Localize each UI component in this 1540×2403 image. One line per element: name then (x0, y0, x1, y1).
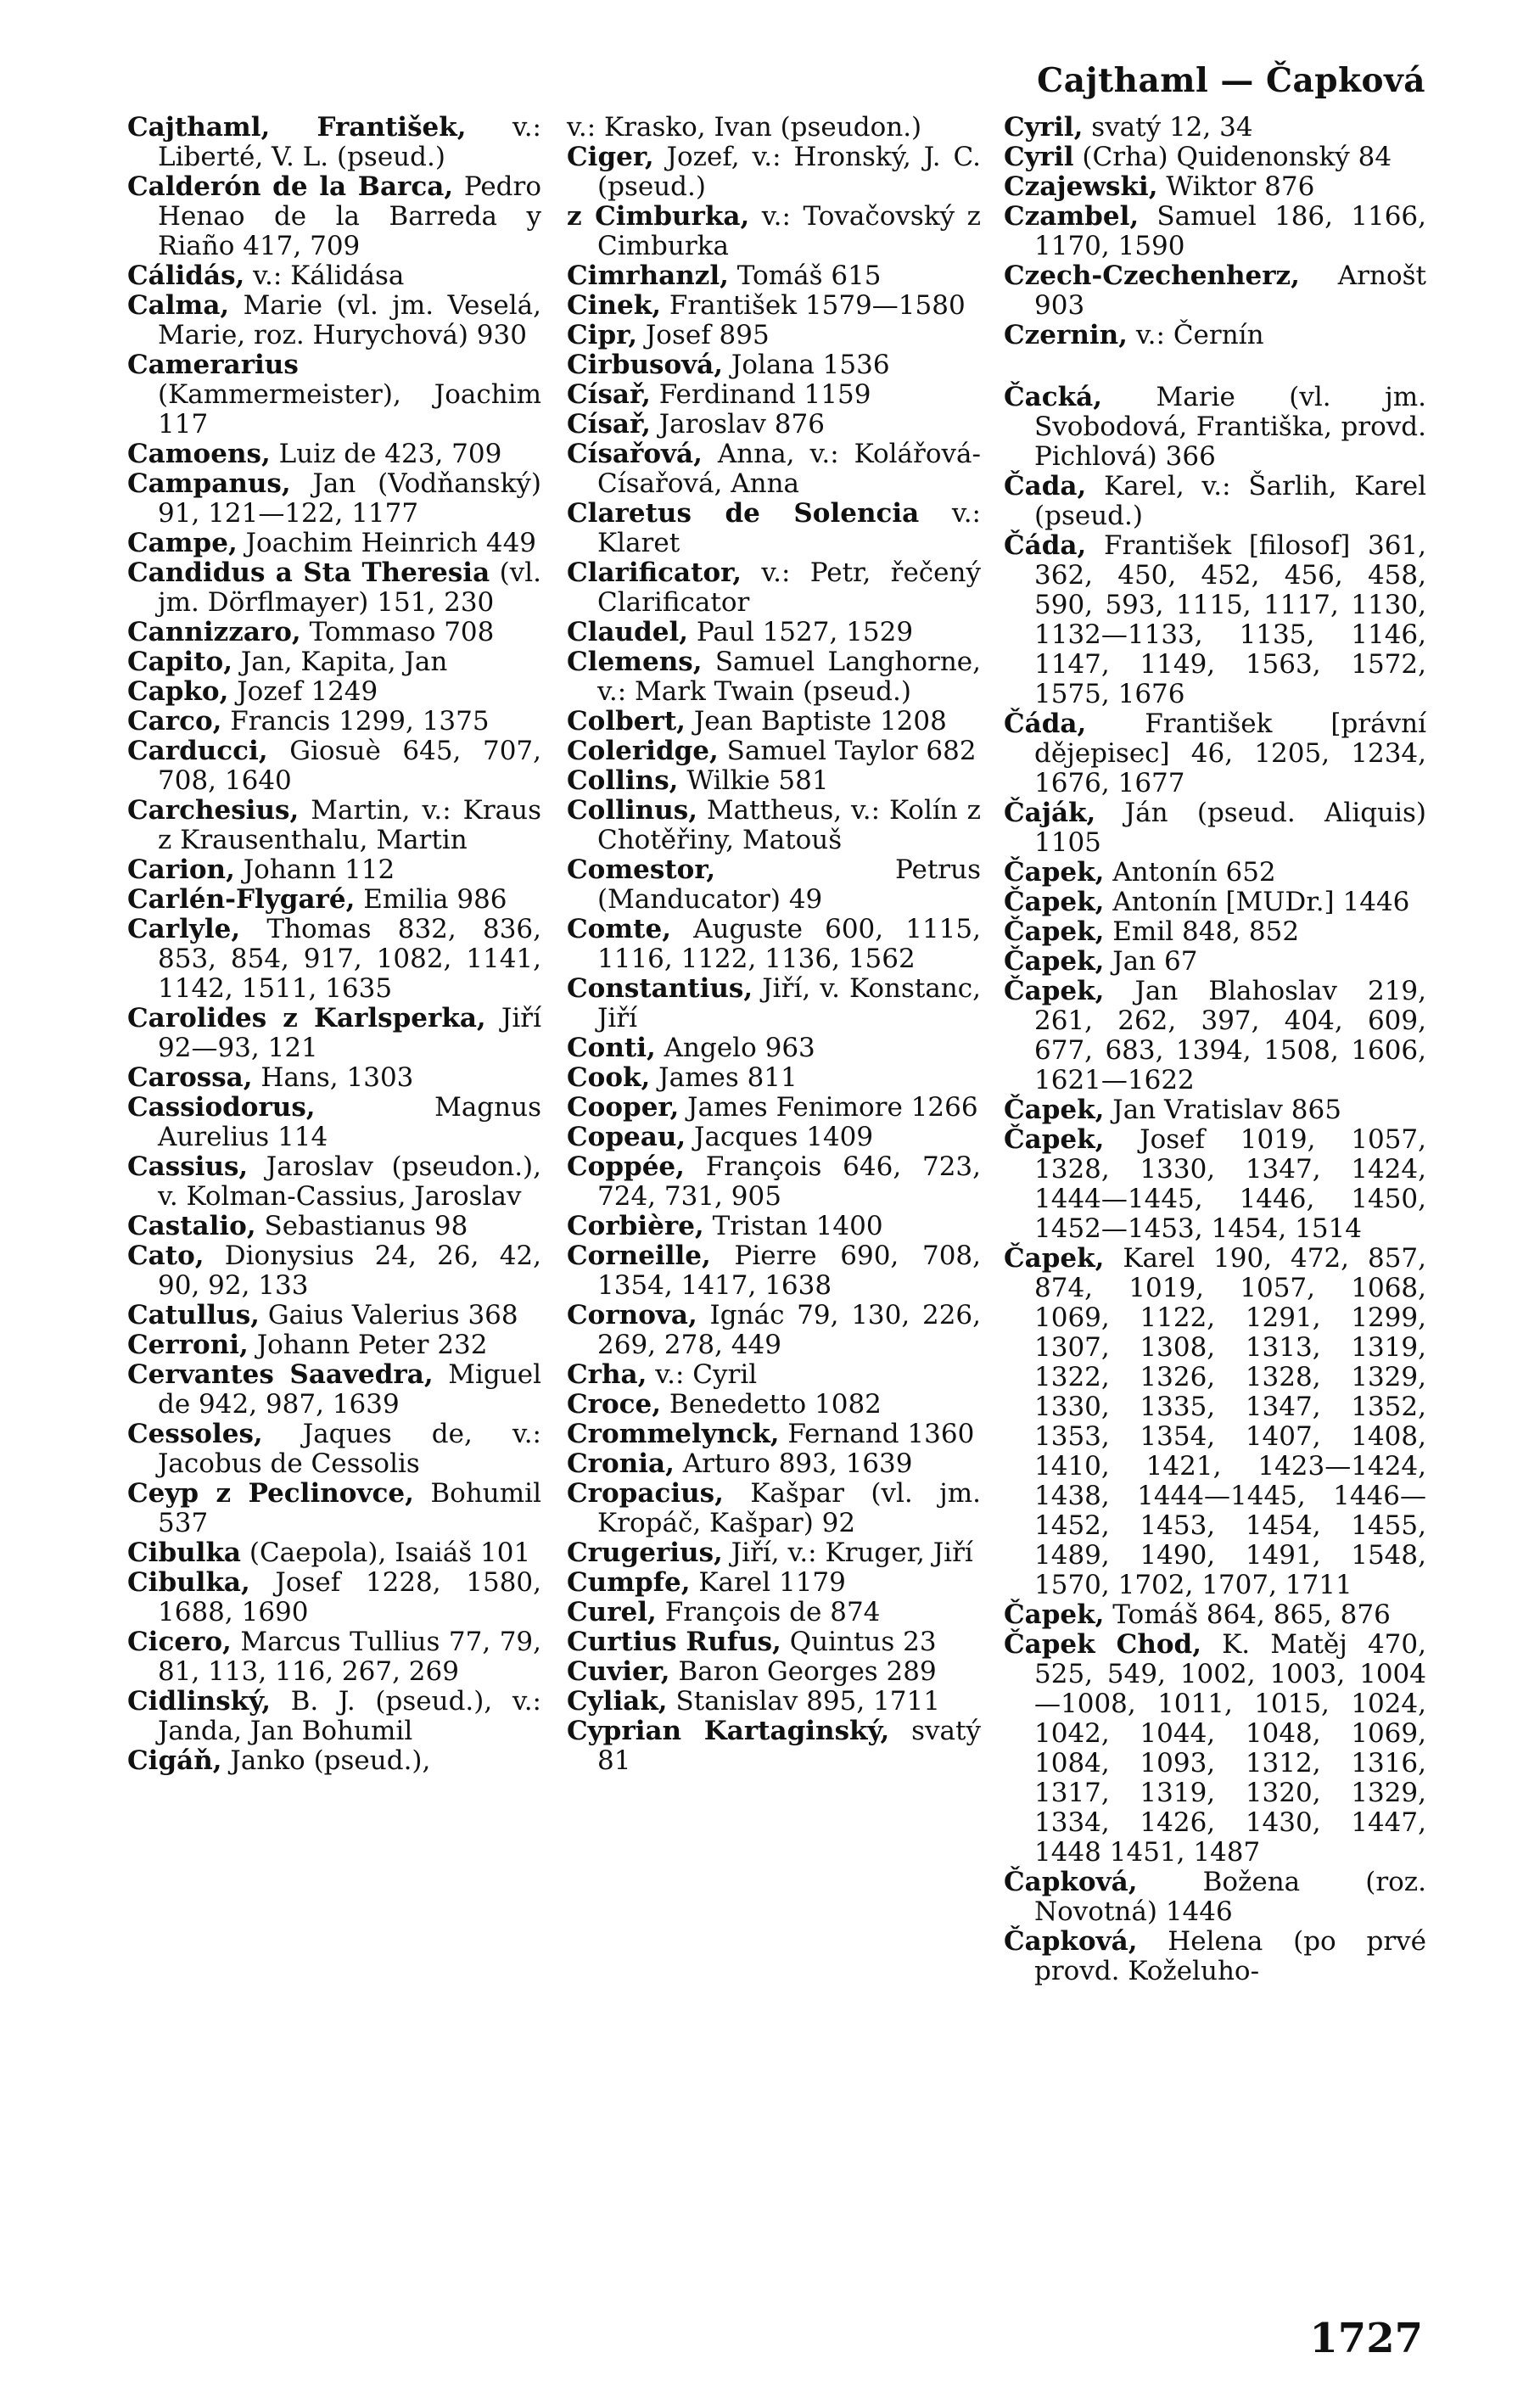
entry-headword: Cannizzaro, (127, 617, 301, 647)
entry-headword: Cicero, (127, 1627, 232, 1657)
entry-headword: Cooper, (567, 1092, 680, 1123)
entry-text: Josef 1228, 1580, 1688, 1690 (158, 1567, 541, 1627)
entry-text: Tristan 1400 (703, 1211, 883, 1241)
running-header: Cajthaml — Čapková (1037, 61, 1425, 100)
index-entry (567, 1598, 981, 1627)
entry-headword: Cajthaml, František, (127, 112, 467, 143)
entry-text: František [filosof] 361, 362, 450, 452, 456, 458, 590, 593, 1115, 1117, 1130, 1132—1133, 1135, 1146, 1147, 1149, 1563, 1572, 1575, 1676 (1034, 530, 1426, 709)
entry-headword: Claretus de Solencia (567, 498, 920, 529)
index-entry (1004, 917, 1426, 947)
index-entry (127, 261, 541, 291)
entry-text: Josef 1019, 1057, 1328, 1330, 1347, 1424, 1444—1445, 1446, 1450, 1452—1453, 1454, 1514 (1034, 1124, 1426, 1244)
index-entry (1004, 977, 1426, 1095)
entry-text: Benedetto 1082 (661, 1389, 882, 1420)
entry-text: Josef 895 (637, 320, 770, 350)
entry-text: Janko (pseud.), (221, 1745, 431, 1776)
entry-text: Giosuè 645, 707, 708, 1640 (158, 736, 541, 796)
index-entry (567, 737, 981, 766)
entry-headword: Čapek, (1004, 857, 1105, 888)
entry-headword: Cibulka, (127, 1567, 250, 1598)
index-entry (567, 1420, 981, 1449)
entry-headword: Carolides z Karlsperka, (127, 1003, 486, 1033)
entry-text: Martin, v.: Kraus z Krausenthalu, Martin (158, 795, 541, 855)
index-entry (567, 1390, 981, 1420)
entry-headword: Constantius, (567, 973, 753, 1004)
entry-text: Fernand 1360 (779, 1419, 975, 1449)
entry-text: Jiří, v.: Kruger, Jiří (722, 1538, 973, 1568)
entry-text: Samuel 186, 1166, 1170, 1590 (1034, 201, 1426, 261)
entry-text: Jaques de, v.: Jacobus de Cessolis (158, 1419, 541, 1479)
entry-headword: Císařová, (567, 439, 703, 469)
entry-text: Dionysius 24, 26, 42, 90, 92, 133 (158, 1241, 541, 1301)
entry-text: Ignác 79, 130, 226, 269, 278, 449 (597, 1300, 981, 1360)
entry-headword: Čapek, (1004, 1095, 1105, 1125)
index-entry (127, 647, 541, 677)
entry-text: Jaroslav (pseudon.), v. Kolman-Cassius, Jaroslav (158, 1151, 541, 1212)
entry-headword: Cerroni, (127, 1330, 249, 1360)
index-entry (127, 796, 541, 855)
index-entry (567, 113, 981, 143)
index-entry (127, 1420, 541, 1479)
index-entry (1004, 947, 1426, 977)
entry-text: Johann Peter 232 (248, 1330, 488, 1360)
index-entry (567, 707, 981, 737)
index-entry (1004, 113, 1426, 143)
index-entry (127, 707, 541, 737)
entry-text: (Crha) Quidenonský 84 (1073, 142, 1392, 172)
index-entry (1004, 531, 1426, 709)
entry-headword: Cyril (1004, 142, 1074, 172)
entry-text: Hans, 1303 (252, 1062, 414, 1093)
page-number: 1727 (1309, 2315, 1423, 2362)
index-entry (1004, 383, 1426, 472)
entry-headword: Cook, (567, 1062, 651, 1093)
entry-headword: Curtius Rufus, (567, 1627, 781, 1657)
index-entry (127, 677, 541, 707)
entry-text: Jan, Kapita, Jan (232, 647, 448, 677)
entry-headword: Comestor, (567, 854, 716, 885)
entry-text: Karel, v.: Šarlih, Karel (pseud.) (1034, 471, 1426, 531)
index-entry (567, 796, 981, 855)
index-entry (567, 974, 981, 1033)
entry-text: Stanislav 895, 1711 (667, 1686, 940, 1717)
entry-headword: Cyliak, (567, 1686, 668, 1717)
entry-headword: Clarificator, (567, 557, 742, 588)
index-entry (567, 1093, 981, 1123)
entry-headword: Croce, (567, 1389, 662, 1420)
index-entry (567, 1033, 981, 1063)
entry-text: François de 874 (656, 1597, 881, 1627)
entry-text: Marcus Tullius 77, 79, 81, 113, 116, 267, 269 (158, 1627, 541, 1687)
entry-text: Helena (po prvé provd. Koželuho- (1034, 1926, 1426, 1986)
index-entry (1004, 1125, 1426, 1244)
entry-headword: Collinus, (567, 795, 698, 826)
entry-text: Jozef, v.: Hronský, J. C. (pseud.) (597, 142, 981, 202)
entry-headword: Collins, (567, 765, 679, 796)
entry-text: Sebastianus 98 (255, 1211, 468, 1241)
entry-headword: Crugerius, (567, 1538, 723, 1568)
entry-text: Jolana 1536 (723, 350, 890, 380)
index-entry (1004, 1630, 1426, 1868)
index-entry (127, 1004, 541, 1063)
entry-text: Magnus Aurelius 114 (158, 1092, 541, 1152)
index-entry (1004, 321, 1426, 350)
index-entry (127, 1301, 541, 1330)
entry-text: Marie (vl. jm. Svobodová, Františka, provd. Pichlová) 366 (1034, 382, 1426, 472)
index-entry (567, 1449, 981, 1479)
entry-text: Jan (Vodňanský) 91, 121—122, 1177 (158, 468, 541, 529)
entry-text: Tomáš 615 (728, 260, 882, 291)
entry-text: (Caepola), Isaiáš 101 (241, 1538, 531, 1568)
entry-headword: Cronia, (567, 1448, 675, 1479)
entry-headword: Čáda, (1004, 709, 1087, 739)
entry-text: Jacques 1409 (686, 1122, 874, 1152)
entry-headword: Cirbusová, (567, 350, 724, 380)
entry-headword: Čapková, (1004, 1926, 1138, 1957)
entry-text: Emil 848, 852 (1104, 916, 1300, 947)
index-entry (127, 1479, 541, 1538)
entry-headword: Čapek, (1004, 1243, 1105, 1274)
index-entry (127, 1212, 541, 1241)
entry-headword: Claudel, (567, 617, 689, 647)
index-entry (567, 1241, 981, 1301)
entry-headword: Cyril, (1004, 112, 1084, 143)
entry-headword: Coppée, (567, 1151, 685, 1182)
index-entry (567, 647, 981, 707)
entry-text: François 646, 723, 724, 731, 905 (597, 1151, 981, 1212)
index-entry (567, 1152, 981, 1212)
index-entry (127, 855, 541, 885)
entry-headword: Cibulka (127, 1538, 242, 1568)
entry-text: Karel 190, 472, 857, 874, 1019, 1057, 1068, 1069, 1122, 1291, 1299, 1307, 1308, 1313, 1319, 1322, 1326, 1328, 1329, 1330, 1335, 1347, 1352, 1353, 1354, 1407, 1408, 1410, 1421, 1423—1424, 1438, 1444—1445, 1446—1452, 1453, 1454, 1455, 1489, 1490, 1491, 1548, 1570, 1702, 1707, 1711 (1034, 1243, 1426, 1600)
index-entry (127, 469, 541, 529)
entry-headword: Candidus a Sta Theresia (127, 557, 490, 588)
index-entry (567, 1479, 981, 1538)
index-entry (127, 1093, 541, 1152)
entry-headword: Catullus, (127, 1300, 260, 1330)
entry-text: Johann 112 (234, 854, 395, 885)
entry-text: Jozef 1249 (228, 676, 378, 707)
entry-headword: Carchesius, (127, 795, 300, 826)
entry-text: Mattheus, v.: Kolín z Chotěřiny, Matouš (597, 795, 981, 855)
index-entry (567, 1657, 981, 1687)
index-entry (567, 410, 981, 440)
index-entry (127, 1568, 541, 1627)
index-entry (127, 1241, 541, 1301)
index-entry (127, 1360, 541, 1420)
entry-text: B. J. (pseud.), v.: Janda, Jan Bohumil (158, 1686, 541, 1746)
entry-headword: Carco, (127, 706, 222, 737)
index-entry (127, 172, 541, 261)
index-column-3 (1004, 113, 1426, 1986)
index-entry (567, 380, 981, 410)
entry-headword: Cyprian Kartaginský, (567, 1716, 890, 1746)
entry-text: Samuel Langhorne, v.: Mark Twain (pseud.) (597, 647, 981, 707)
entry-text: Karel 1179 (690, 1567, 846, 1598)
entry-text: v.: Černín (1127, 320, 1264, 350)
entry-headword: Campanus, (127, 468, 291, 499)
entry-text: (Kammermeister), Joachim 117 (158, 379, 541, 440)
entry-text: Ferdinand 1159 (650, 379, 871, 410)
index-entry (127, 1063, 541, 1093)
index-entry (567, 1063, 981, 1093)
entry-text: Tommaso 708 (300, 617, 495, 647)
entry-headword: Ciger, (567, 142, 654, 172)
entry-headword: Cornova, (567, 1300, 697, 1330)
entry-text: František [právní dějepisec] 46, 1205, 1234, 1676, 1677 (1034, 709, 1426, 798)
entry-headword: Čapek, (1004, 916, 1105, 947)
index-entry (567, 321, 981, 350)
entry-text: Jaroslav 876 (650, 409, 825, 440)
entry-text: svatý 81 (597, 1716, 981, 1776)
index-entry (127, 885, 541, 915)
index-entry (567, 499, 981, 558)
index-entry (127, 1538, 541, 1568)
index-entry (1004, 1927, 1426, 1986)
index-entry (1004, 202, 1426, 261)
entry-text: Pierre 690, 708, 1354, 1417, 1638 (597, 1241, 981, 1301)
entry-headword: Císař, (567, 379, 651, 410)
index-entry (567, 1123, 981, 1152)
entry-headword: Campe, (127, 528, 238, 558)
entry-headword: Corneille, (567, 1241, 711, 1271)
index-entry (567, 261, 981, 291)
index-entry (127, 737, 541, 796)
entry-headword: Čapek, (1004, 976, 1105, 1006)
entry-headword: Colbert, (567, 706, 686, 737)
entry-text: James Fenimore 1266 (679, 1092, 978, 1123)
entry-text: Quintus 23 (781, 1627, 937, 1657)
entry-text: Baron Georges 289 (669, 1656, 937, 1687)
entry-text: v.: Petr, řečený Clarificator (597, 557, 981, 618)
entry-headword: Cuvier, (567, 1656, 670, 1687)
entry-text: Kašpar (vl. jm. Kropáč, Kašpar) 92 (597, 1478, 981, 1538)
entry-text: v.: Krasko, Ivan (pseudon.) (567, 112, 922, 143)
entry-headword: Calderón de la Barca, (127, 171, 454, 202)
index-entry (1004, 798, 1426, 858)
index-entry (1004, 1600, 1426, 1630)
entry-headword: Čapek, (1004, 946, 1105, 977)
entry-headword: Capko, (127, 676, 229, 707)
index-entry (567, 1568, 981, 1598)
entry-text: Anna, v.: Kolářová-Císařová, Anna (597, 439, 981, 499)
index-entry (127, 291, 541, 350)
entry-text: Joachim Heinrich 449 (237, 528, 537, 558)
index-entry (567, 350, 981, 380)
entry-text: Jan Blahoslav 219, 261, 262, 397, 404, 609, 677, 683, 1394, 1508, 1606, 1621—1622 (1034, 976, 1426, 1095)
entry-text: Luiz de 423, 709 (270, 439, 502, 469)
entry-headword: Cimrhanzl, (567, 260, 729, 291)
entry-headword: Corbière, (567, 1211, 704, 1241)
entry-text: Antonín 652 (1104, 857, 1276, 888)
index-entry (567, 202, 981, 261)
index-entry (567, 1538, 981, 1568)
index-entry (1004, 1095, 1426, 1125)
entry-headword: Cigáň, (127, 1745, 222, 1776)
entry-headword: Carion, (127, 854, 235, 885)
entry-headword: Čapek, (1004, 1599, 1105, 1630)
entry-text: v.: Cyril (647, 1359, 758, 1390)
entry-text: Jean Baptiste 1208 (685, 706, 947, 737)
entry-headword: Coleridge, (567, 736, 719, 766)
index-entry (567, 618, 981, 647)
entry-text: Francis 1299, 1375 (221, 706, 490, 737)
index-entry (567, 558, 981, 618)
entry-headword: Czambel, (1004, 201, 1140, 232)
entry-text: Pedro Henao de la Barreda y Riaño 417, 709 (158, 171, 541, 261)
entry-headword: Čaják, (1004, 798, 1096, 828)
entry-headword: Camerarius (127, 350, 299, 380)
index-entry (1004, 858, 1426, 888)
entry-text: svatý 12, 34 (1083, 112, 1253, 143)
index-column-1 (127, 113, 541, 1776)
entry-text: Jiří 92—93, 121 (158, 1003, 542, 1063)
index-entry (127, 618, 541, 647)
entry-text: Jiří, v. Konstanc, Jiří (597, 973, 981, 1033)
entry-text: Arnošt 903 (1034, 260, 1426, 321)
index-entry (127, 1627, 541, 1687)
index-entry (1004, 1244, 1426, 1600)
index-entry (127, 350, 541, 440)
entry-headword: Čacká, (1004, 382, 1102, 412)
entry-text: Bohumil 537 (158, 1478, 541, 1538)
entry-text: Samuel Taylor 682 (718, 736, 977, 766)
entry-text: v.: Liberté, V. L. (pseud.) (158, 112, 541, 172)
index-entry (567, 1301, 981, 1360)
index-entry (127, 558, 541, 618)
entry-headword: Cumpfe, (567, 1567, 691, 1598)
entry-text: Petrus (Manducator) 49 (597, 854, 981, 915)
entry-text: Antonín [MUDr.] 1446 (1104, 887, 1410, 917)
entry-headword: Čapek, (1004, 1124, 1105, 1155)
entry-headword: Crha, (567, 1359, 647, 1390)
entry-text: Paul 1527, 1529 (688, 617, 914, 647)
index-entry (567, 855, 981, 915)
index-entry (127, 1152, 541, 1212)
entry-headword: Carducci, (127, 736, 268, 766)
entry-headword: Cessoles, (127, 1419, 263, 1449)
entry-headword: Conti, (567, 1033, 656, 1063)
entry-headword: Crommelynck, (567, 1419, 780, 1449)
index-entry (567, 440, 981, 499)
entry-headword: Carossa, (127, 1062, 253, 1093)
index-entry (1004, 172, 1426, 202)
entry-text: Marie (vl. jm. Veselá, Marie, roz. Hurychová) 930 (158, 290, 541, 350)
index-entry (567, 766, 981, 796)
entry-headword: Copeau, (567, 1122, 686, 1152)
entry-text: Wilkie 581 (678, 765, 829, 796)
entry-text: v.: Klaret (597, 498, 981, 558)
index-entry (567, 1627, 981, 1657)
entry-headword: Cervantes Saavedra, (127, 1359, 434, 1390)
index-entry (127, 1746, 541, 1776)
index-entry (567, 291, 981, 321)
entry-headword: Cinek, (567, 290, 661, 321)
entry-headword: Čapek, (1004, 887, 1105, 917)
index-entry (1004, 709, 1426, 798)
index-entry (567, 1212, 981, 1241)
entry-headword: Carlyle, (127, 914, 241, 944)
entry-text: Auguste 600, 1115, 1116, 1122, 1136, 1562 (597, 914, 981, 974)
entry-headword: Comte, (567, 914, 671, 944)
index-entry (567, 1687, 981, 1717)
entry-headword: Čáda, (1004, 530, 1087, 561)
entry-text: Arturo 893, 1639 (674, 1448, 913, 1479)
entry-headword: Čada, (1004, 471, 1087, 501)
entry-headword: Čapková, (1004, 1867, 1138, 1897)
entry-text: Božena (roz. Novotná) 1446 (1034, 1867, 1426, 1927)
index-entry (127, 915, 541, 1004)
entry-headword: Calma, (127, 290, 230, 321)
entry-headword: Cassiodorus, (127, 1092, 316, 1123)
entry-text: František 1579—1580 (660, 290, 966, 321)
entry-text: Tomáš 864, 865, 876 (1104, 1599, 1391, 1630)
entry-headword: Cidlinský, (127, 1686, 271, 1717)
index-entry (127, 113, 541, 172)
entry-headword: Clemens, (567, 647, 703, 677)
index-entry (1004, 472, 1426, 531)
entry-text: James 811 (650, 1062, 798, 1093)
entry-headword: Capito, (127, 647, 232, 677)
index-entry (127, 440, 541, 469)
index-entry (567, 1717, 981, 1776)
entry-text: Miguel de 942, 987, 1639 (158, 1359, 541, 1420)
entry-headword: Carlén-Flygaré, (127, 884, 356, 915)
index-entry (127, 1687, 541, 1746)
entry-text: Jan Vratislav 865 (1104, 1095, 1341, 1125)
index-entry (1004, 888, 1426, 917)
entry-text: v.: Kálidása (244, 260, 405, 291)
entry-headword: Císař, (567, 409, 651, 440)
entry-headword: Ceyp z Peclinovce, (127, 1478, 414, 1509)
index-entry (127, 1330, 541, 1360)
index-column-2 (567, 113, 981, 1776)
index-entry (567, 915, 981, 974)
entry-headword: Czech-Czechenherz, (1004, 260, 1300, 291)
entry-headword: Cipr, (567, 320, 637, 350)
entry-headword: Cassius, (127, 1151, 249, 1182)
entry-headword: Cato, (127, 1241, 204, 1271)
entry-text: Thomas 832, 836, 853, 854, 917, 1082, 1141, 1142, 1511, 1635 (158, 914, 541, 1004)
entry-headword: Cálidás, (127, 260, 245, 291)
index-entry (1004, 1868, 1426, 1927)
index-entry (567, 143, 981, 202)
entry-headword: Czernin, (1004, 320, 1128, 350)
index-entry (567, 1360, 981, 1390)
entry-headword: z Cimburka, (567, 201, 750, 232)
entry-text: Jan 67 (1104, 946, 1198, 977)
entry-headword: Čapek Chod, (1004, 1629, 1202, 1660)
entry-text: Angelo 963 (655, 1033, 815, 1063)
entry-headword: Camoens, (127, 439, 271, 469)
entry-headword: Cropacius, (567, 1478, 724, 1509)
entry-text: v.: Tovačovský z Cimburka (597, 201, 982, 261)
entry-text: (vl. jm. Dörflmayer) 151, 230 (158, 557, 541, 618)
entry-headword: Castalio, (127, 1211, 256, 1241)
entry-text: K. Matěj 470, 525, 549, 1002, 1003, 1004—1008, 1011, 1015, 1024, 1042, 1044, 1048, 1069, 1084, 1093, 1312, 1316, 1317, 1319, 1320, 1329, 1334, 1426, 1430, 1447, 1448 1451, 1487 (1034, 1629, 1426, 1868)
index-entry (1004, 143, 1426, 172)
entry-headword: Curel, (567, 1597, 657, 1627)
entry-text: Ján (pseud. Aliquis) 1105 (1034, 798, 1426, 858)
entry-text: Emilia 986 (355, 884, 507, 915)
index-entry (127, 529, 541, 558)
entry-text: Wiktor 876 (1157, 171, 1315, 202)
entry-text: Gaius Valerius 368 (259, 1300, 518, 1330)
index-entry (1004, 261, 1426, 321)
entry-headword: Czajewski, (1004, 171, 1158, 202)
